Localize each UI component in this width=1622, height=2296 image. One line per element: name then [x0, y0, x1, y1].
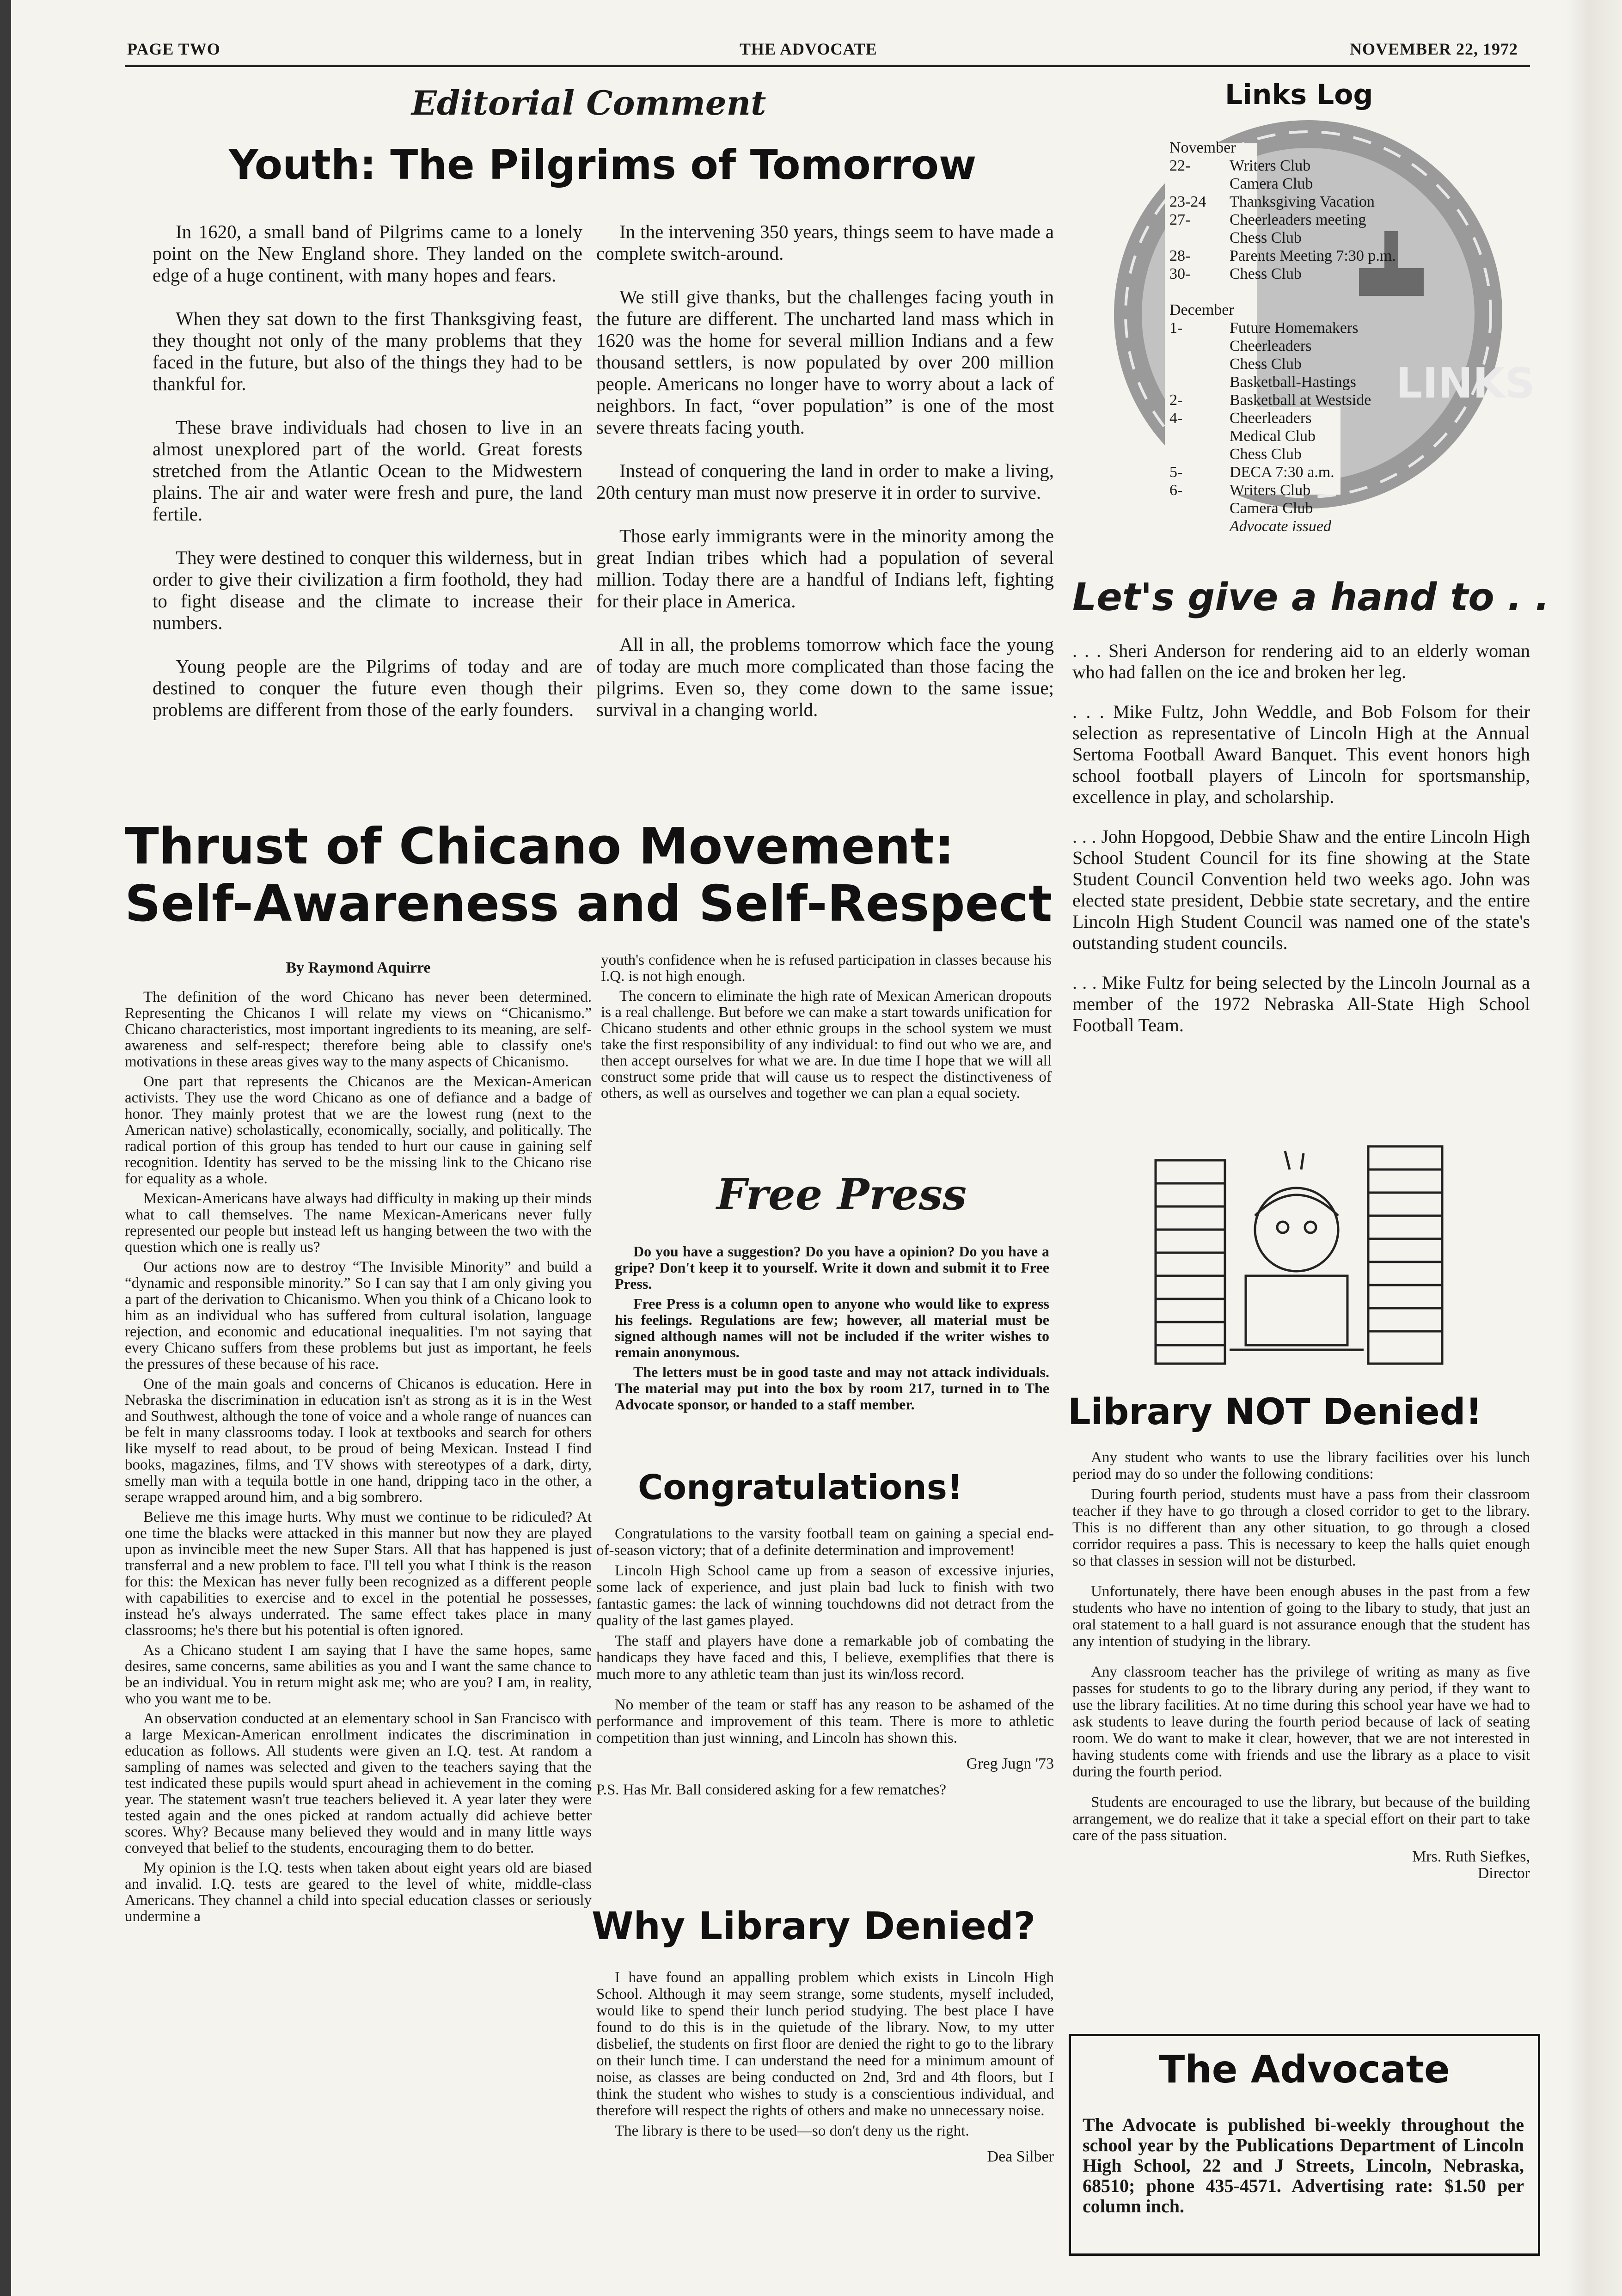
editorial-right-column [596, 221, 1054, 742]
links-log-row: 6- Writers Club [1169, 482, 1311, 499]
editorial-paragraph: In 1620, a small band of Pilgrims came to a lonely point on the New England shore. They landed on the edge of a huge continent, with many hopes and fears. [153, 221, 582, 286]
why-library-paragraph: I have found an appalling problem which exists in Lincoln High School. Although it may seem strange, some students, myself included, would like to spend their lunch period studying. The best place I have found to do this is in the quietude of the library. Now, to my utter disbelief, the students on first floor are denied the right to go to the library on their lunch time. I can understand the need for a minimum amount of noise, as classes are being conducted on 2nd, 3rd and 4th floors, but I think the student who wishes to study is a conscientious individual, and therefore will respect the rights of others and make no unnecessary noise. [596, 1969, 1054, 2119]
paper-name: THE ADVOCATE [740, 40, 877, 58]
links-log-row: 30- Chess Club [1169, 265, 1302, 282]
congrats-paragraph: Congratulations to the varsity football team on gaining a special end-of-season victory; that of a definite determination and improvement! [596, 1525, 1054, 1559]
seal-text: LINKS [1396, 359, 1535, 408]
chicano-paragraph: My opinion is the I.Q. tests when taken about eight years old are biased and invalid. I.Q. tests are geared to the level of white, middle-class Americans. They channel a child into special education classes or seriously undermine a [125, 1860, 592, 1925]
links-log-row: 28- Parents Meeting 7:30 p.m. [1169, 247, 1396, 264]
scan-edge-right [1567, 0, 1622, 2296]
student-head [1255, 1188, 1338, 1271]
links-log-row: Advocate issued [1230, 518, 1331, 535]
chicano-paragraph: As a Chicano student I am saying that I have the same hopes, same desires, same concerns, same abilities as you and I want the same chance to be an individual. You in return might ask me; who are you? I am, in reality, who you want me to be. [125, 1642, 592, 1707]
issue-date: NOVEMBER 22, 1972 [1350, 40, 1518, 58]
links-log-row: Cheerleaders [1230, 337, 1312, 355]
hand-item: . . . Mike Fultz for being selected by the Lincoln Journal as a member of the 1972 Nebraska All-State High School Football Team. [1072, 972, 1530, 1035]
links-log-row: 5- DECA 7:30 a.m. [1169, 464, 1334, 481]
masthead-title: The Advocate [1159, 2048, 1450, 2092]
desk-typewriter [1246, 1276, 1347, 1345]
free-press-paragraph: Do you have a suggestion? Do you have a opinion? Do you have a gripe? Don't keep it to yourself. Write it down and submit it to Free Press. [615, 1243, 1049, 1292]
links-log-row: Medical Club [1230, 428, 1316, 445]
why-library-column [596, 1969, 1054, 2169]
hand-item: . . . Mike Fultz, John Weddle, and Bob Folsom for their selection as representative of Lincoln High at the Annual Sertoma Football Award Banquet. This event honors high school football players of Lincoln for sportsmanship, excellence in play, and scholarship. [1072, 701, 1530, 807]
congrats-paragraph: Lincoln High School came up from a season of excessive injuries, some lack of experience, and just plain bad luck to finish with two fantastic games: the lack of winning touchdowns did not detract from the quality of the last games played. [596, 1562, 1054, 1629]
chicano-paragraph: Mexican-Americans have always had difficulty in making up their minds what to call themselves. The name Mexican-Americans never fully represented our people but instead left us hanging between the two with the question which one is really us? [125, 1190, 592, 1255]
masthead-text: The Advocate is published bi-weekly throughout the school year by the Publications Department of Lincoln High School, 22 and J Streets, Lincoln, Nebraska, 68510; phone 435-4571. Advertising rate: $1.50 per column inch. [1083, 2114, 1524, 2216]
header-rule [125, 65, 1530, 67]
chicano-title-line: Self-Awareness and Self-Respect [125, 875, 1053, 933]
congrats-ps: P.S. Has Mr. Ball considered asking for a few rematches? [596, 1782, 946, 1798]
editorial-paragraph: When they sat down to the first Thanksgiving feast, they thought not only of the many problems that they faced in the future, but also of the things they had to be thankful for. [153, 308, 582, 394]
chicano-title [125, 818, 1053, 933]
chicano-paragraph: youth's confidence when he is refused participation in classes because his I.Q. is not high enough. [601, 952, 1052, 985]
editorial-paragraph: Young people are the Pilgrims of today and are destined to conquer the future even though their problems are different from those of the early founders. [153, 655, 582, 720]
congrats-paragraph: The staff and players have done a remarkable job of combating the handicaps they have faced and this, I believe, exemplifies that there is much more to any athletic team than just its win/loss record. [596, 1633, 1054, 1683]
congrats-column [596, 1525, 1054, 1802]
chicano-paragraph: The concern to eliminate the high rate of Mexican American dropouts is a real challenge. But before we can make a start towards unification for Chicano students and other ethnic groups in the school system we must take the first responsibility of any individual: to find out who we are, and then accept ourselves for what we are. In due time I hope that we will all construct some pride that will cause us to respect the distinctiveness of others, as well as ourselves and together we can plan a equal society. [601, 988, 1052, 1102]
why-library-signature: Dea Silber [987, 2148, 1054, 2165]
editorial-label: Editorial Comment [411, 83, 766, 122]
why-library-title: Why Library Denied? [592, 1904, 1036, 1948]
chicano-paragraph: Believe me this image hurts. Why must we continue to be ridiculed? At one time the blacks were attacked in this manner but now they are played upon as invincible meet the new Super Stars. All that has happened is just transferral and a new problem to face. I'll tell you what I think is the reason for this: the Mexican has never fully been recognized as a different people with capabilities to exercise and to excel in the potential he possesses, instead he's always underrated. The same effect takes place in many classrooms; he's there but his potential is often ignored. [125, 1509, 592, 1639]
hand-item: . . . Sheri Anderson for rendering aid to an elderly woman who had fallen on the ice and broken her leg. [1072, 640, 1530, 682]
chicano-title-line: Thrust of Chicano Movement: [125, 818, 955, 876]
library-not-signature: Mrs. Ruth Siefkes, [1412, 1848, 1530, 1865]
links-log-row: 2- Basketball at Westside [1169, 392, 1371, 409]
free-press-paragraph: Free Press is a column open to anyone who would like to express his feelings. Regulations are few; however, all material must be signed although names will not be included if the writer wishes to remain anonymous. [615, 1295, 1049, 1360]
free-press-column [615, 1243, 1049, 1416]
congrats-paragraph: No member of the team or staff has any reason to be ashamed of the performance and improvement of this team. There is more to athletic competition than just winning, and Lincoln has shown this. [596, 1696, 1054, 1746]
hand-column [1072, 640, 1530, 1058]
editorial-paragraph: All in all, the problems tomorrow which face the young of today are much more complicated than those facing the pilgrims. Even so, they come down to the same issue; survival in a changing world. [596, 634, 1054, 720]
congrats-title: Congratulations! [638, 1468, 963, 1507]
editorial-paragraph: We still give thanks, but the challenges facing youth in the future are different. The uncharted land mass which in 1620 was the home for several million Indians and a few thousand settlers, is now populated by over 200 million people. Americans no longer have to worry about a lack of neighbors. In fact, “over population” is one of the most severe threats facing youth. [596, 286, 1054, 438]
chicano-paragraph: One of the main goals and concerns of Chicanos is education. Here in Nebraska the discrimination in education isn't as strong as it is in the West and Southwest, although the tone of voice and a whole range of nuances can be felt in many classrooms today. I look at textbooks and search for others like myself to read about, to be proud of being Mexican. Instead I find books, magazines, films, and TV shows with stereotypes of a dark, dirty, smelly man with a tequila bottle in one hand, dripping taco in the other, a serape wrapped around him, and a big sombrero. [125, 1376, 592, 1506]
links-log-row: 22- Writers Club [1169, 157, 1311, 174]
student-with-book-stacks-illustration [1146, 1142, 1451, 1373]
library-not-title: Library NOT Denied! [1068, 1391, 1482, 1433]
links-month-november: November [1169, 139, 1236, 156]
editorial-paragraph: These brave individuals had chosen to live in an almost unexplored part of the world. Great forests stretched from the Atlantic Ocean to the Midwestern plains. The air and water were fresh and pure, the land fertile. [153, 416, 582, 525]
library-not-paragraph: Any student who wants to use the library facilities over his lunch period may do so under the following conditions: [1072, 1449, 1530, 1482]
library-not-paragraph: Any classroom teacher has the privilege of writing as many as five passes for students to go to the library during any period, if they want to use the library facilities. At no time during this school year have we had to ask students to leave during the fourth period because of lack of seating room. We do want to make it clear, however, that we are not interested in having students come with friends and use the library as a place to visit during the fourth period. [1072, 1664, 1530, 1780]
library-not-paragraph: Students are encouraged to use the library, but because of the building arrangement, we do realize that it take a special effort on their part to take care of the pass situation. [1072, 1794, 1530, 1844]
why-library-paragraph: The library is there to be used—so don't deny us the right. [615, 2123, 969, 2139]
hand-title: Let's give a hand to . . [1072, 576, 1550, 619]
links-log-title: Links Log [1225, 79, 1373, 111]
scan-edge-left [0, 0, 11, 2296]
page-number: PAGE TWO [127, 40, 220, 58]
editorial-paragraph: Those early immigrants were in the minority among the great Indian tribes which had a population of several million. Today there are a handful of Indians left, fighting for their place in America. [596, 525, 1054, 612]
free-press-paragraph: The letters must be in good taste and may not attack individuals. The material may put into the box by room 217, turned in to The Advocate sponsor, or handed to a staff member. [615, 1364, 1049, 1413]
editorial-title: Youth: The Pilgrims of Tomorrow [229, 141, 977, 189]
library-not-signature-title: Director [1477, 1865, 1530, 1882]
chicano-paragraph: The definition of the word Chicano has never been determined. Representing the Chicanos I will relate my views on “Chicanismo.” Chicano characteristics, most important ingredients to its meaning, are self-awareness and self-respect; therefore being able to classify one's motivations in these areas gives way to the many aspects of Chicanismo. [125, 989, 592, 1070]
chicano-column-1 [125, 989, 592, 1929]
links-log-row: 4- Cheerleaders [1169, 410, 1312, 427]
library-not-paragraph: Unfortunately, there have been enough abuses in the past from a few students who have no intention of going to the libary to study, that just an oral statement to a hall guard is not assurance enough that the student has any intention of studying in the library. [1072, 1583, 1530, 1650]
editorial-paragraph: Instead of conquering the land in order to make a living, 20th century man must now preserve it in order to survive. [596, 460, 1054, 503]
links-log-row: Camera Club [1230, 175, 1313, 192]
links-log-row: Basketball-Hastings [1230, 373, 1356, 391]
links-log-row: 27- Cheerleaders meeting [1169, 211, 1366, 228]
library-not-paragraph: During fourth period, students must have a pass from their classroom teacher if they have to go through a closed corridor to get to the library. This is no different than any other situation, to go through a closed corridor requires a pass. This is necessary to keep the halls quiet enough so that classes in session will not be disturbed. [1072, 1486, 1530, 1569]
links-month-december: December [1169, 301, 1234, 318]
hand-item: . . . John Hopgood, Debbie Shaw and the entire Lincoln High School Student Council for its fine showing at the State Student Council Convention held two weeks ago. John was elected state president, Debbie state secretary, and the entire Lincoln High Student Council was named one of the state's outstanding student councils. [1072, 826, 1530, 953]
book-stack-left [1156, 1160, 1225, 1364]
editorial-left-column [153, 221, 582, 742]
free-press-title: Free Press [716, 1169, 967, 1219]
chicano-column-2 [601, 952, 1052, 1105]
links-log-row: Chess Club [1230, 229, 1302, 246]
chicano-paragraph: An observation conducted at an elementary school in San Francisco with a large Mexican-American enrollment indicates the discrimination in education as follows. All students were given an I.Q. test. At random a sampling of names was selected and given to the teachers saying that the test indicated these pupils would spurt ahead in achievement in the coming year. The statement wasn't true teachers believed it. A year later they were tested again and the ones picked at random actually did achieve better scores. Why? Because many believed they would and in many little ways conveyed that belief to the students, encouraging them to do better. [125, 1710, 592, 1856]
library-not-column [1072, 1449, 1530, 1882]
chicano-byline: By Raymond Aquirre [286, 959, 431, 976]
masthead-box [1069, 2034, 1540, 2256]
links-log-row: 23-24 Thanksgiving Vacation [1169, 193, 1375, 210]
congrats-signature: Greg Jugn '73 [966, 1755, 1054, 1772]
links-log-list [1169, 139, 1456, 535]
links-log-row: Chess Club [1230, 446, 1302, 463]
links-log-row: 1- Future Homemakers [1169, 319, 1359, 337]
chicano-paragraph: Our actions now are to destroy “The Invisible Minority” and build a “dynamic and responsible minority.” So I can say that I am only giving you a part of the derivation to Chicanismo. When you think of a Chicano look to him as an individual who has suffered from cultural isolation, language rejection, and economic and educational inequalities. I'm not saying that every Chicano suffers from these problems but just as important, he feels the pressures of these because of his race. [125, 1259, 592, 1372]
links-log-row: Chess Club [1230, 355, 1302, 373]
chicano-paragraph: One part that represents the Chicanos are the Mexican-American activists. They use the word Chicano as one of defiance and a badge of honor. They mainly protest that we are the lowest rung (next to the American native) scholastically, economically, socially, and politically. The radical portion of this group has tended to hurt our cause in gaining self recognition. Identity has served to be the missing link to the Chicano rise for equality as a whole. [125, 1073, 592, 1187]
links-log-row: Camera Club [1230, 500, 1313, 517]
editorial-paragraph: They were destined to conquer this wilderness, but in order to give their civilization a firm foothold, they had to fight disease and the climate to increase their numbers. [153, 547, 582, 633]
editorial-paragraph: In the intervening 350 years, things seem to have made a complete switch-around. [596, 221, 1054, 264]
